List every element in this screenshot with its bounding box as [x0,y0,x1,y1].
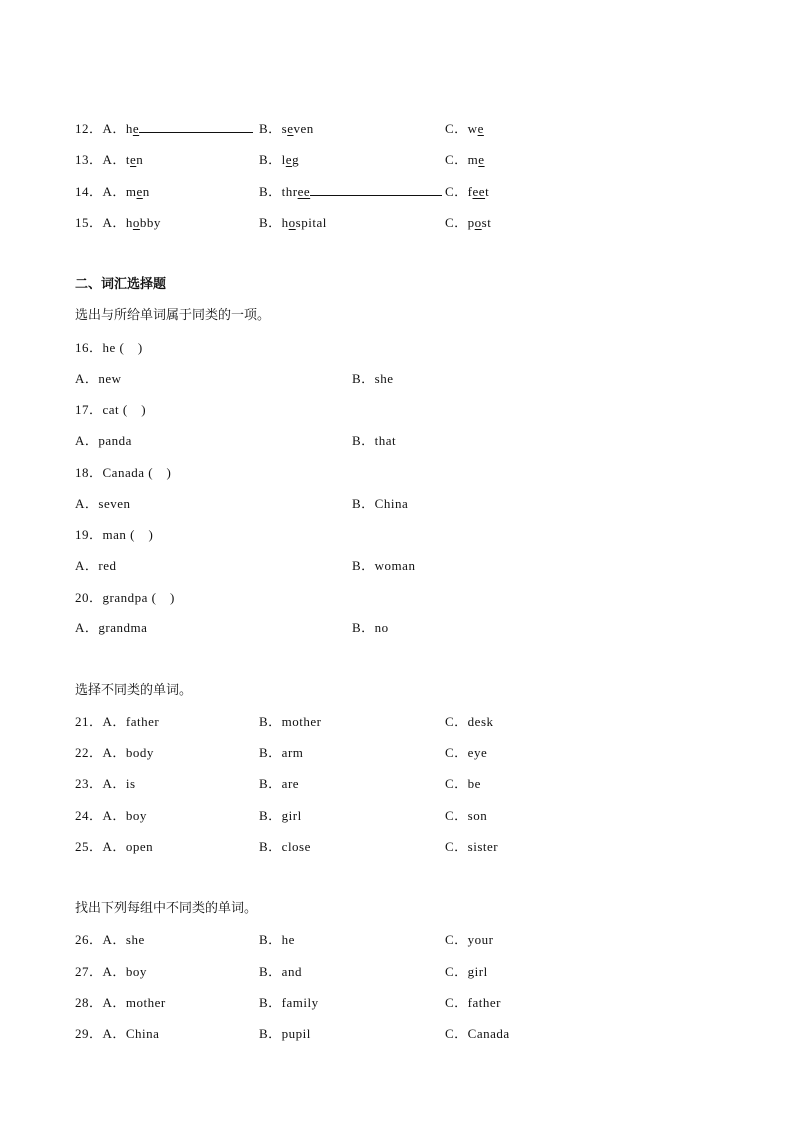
question-23 [75,774,755,794]
option-c[interactable]: C．be [445,776,481,791]
option-a[interactable]: 23．A．is [75,776,136,791]
section-instruction: 选出与所给单词属于同类的一项。 [75,308,271,323]
option-b[interactable]: B．that [352,433,397,448]
option-a[interactable]: 22．A．body [75,745,154,760]
option-b[interactable]: B．she [352,371,394,386]
option-b: B．three [259,182,442,202]
question-20-options [75,618,755,638]
option-a[interactable]: 26．A．she [75,932,145,947]
option-c: C．post [445,215,492,230]
option-b[interactable]: B．he [259,932,295,947]
section-heading: 二、词汇选择题 [75,277,167,292]
option-c[interactable]: C．father [445,995,501,1010]
option-a[interactable]: 29．A．China [75,1026,160,1041]
option-c[interactable]: C．sister [445,839,499,854]
option-c[interactable]: C．eye [445,745,488,760]
answer-blank[interactable] [310,182,442,196]
option-c[interactable]: C．son [445,808,488,823]
question-15 [75,213,755,233]
question-26 [75,930,755,950]
question-13 [75,150,755,170]
question-21 [75,712,755,732]
option-c: C．we [445,121,484,136]
question-17-options [75,431,755,451]
option-b[interactable]: B．are [259,776,300,791]
question-22 [75,743,755,763]
question-16-options [75,369,755,389]
question-19-stem: 19．man ( ) [75,527,154,542]
option-b[interactable]: B．no [352,620,389,635]
option-b[interactable]: B．arm [259,745,304,760]
question-18-options [75,494,755,514]
option-a: 13．A．ten [75,152,144,167]
question-16-stem: 16．he ( ) [75,340,143,355]
option-a[interactable]: A．seven [75,496,131,511]
question-17-stem: 17．cat ( ) [75,402,147,417]
option-b[interactable]: B．girl [259,808,302,823]
option-a[interactable]: 28．A．mother [75,995,166,1010]
option-c[interactable]: C．Canada [445,1026,510,1041]
option-a[interactable]: A．grandma [75,620,148,635]
question-28 [75,993,755,1013]
option-a[interactable]: 27．A．boy [75,964,147,979]
question-25 [75,837,755,857]
option-a[interactable]: A．new [75,371,122,386]
question-19-options [75,556,755,576]
question-24 [75,806,755,826]
question-20-stem: 20．grandpa ( ) [75,590,175,605]
option-c[interactable]: C．desk [445,714,494,729]
option-b[interactable]: B．China [352,496,409,511]
option-a[interactable]: 21．A．father [75,714,160,729]
answer-blank[interactable] [139,119,253,133]
section-instruction: 选择不同类的单词。 [75,683,193,698]
option-b: B．leg [259,152,300,167]
option-c: C．feet [445,184,490,199]
option-a: 14．A．men [75,184,150,199]
option-a[interactable]: A．red [75,558,117,573]
option-b[interactable]: B．pupil [259,1026,311,1041]
option-a: 12．A．he [75,119,253,139]
option-a: 15．A．hobby [75,215,161,230]
option-b: B．seven [259,121,314,136]
option-b: B．hospital [259,215,327,230]
option-c: C．me [445,152,485,167]
option-a[interactable]: 24．A．boy [75,808,147,823]
option-b[interactable]: B．mother [259,714,322,729]
question-29 [75,1024,755,1044]
question-14 [75,182,755,202]
option-a[interactable]: 25．A．open [75,839,154,854]
option-b[interactable]: B．and [259,964,302,979]
question-27 [75,962,755,982]
option-c[interactable]: C．your [445,932,494,947]
question-18-stem: 18．Canada ( ) [75,465,172,480]
section-instruction: 找出下列每组中不同类的单词。 [75,901,258,916]
option-b[interactable]: B．close [259,839,311,854]
option-b[interactable]: B．woman [352,558,416,573]
option-c[interactable]: C．girl [445,964,488,979]
option-b[interactable]: B．family [259,995,319,1010]
option-a[interactable]: A．panda [75,433,132,448]
question-12 [75,119,755,139]
